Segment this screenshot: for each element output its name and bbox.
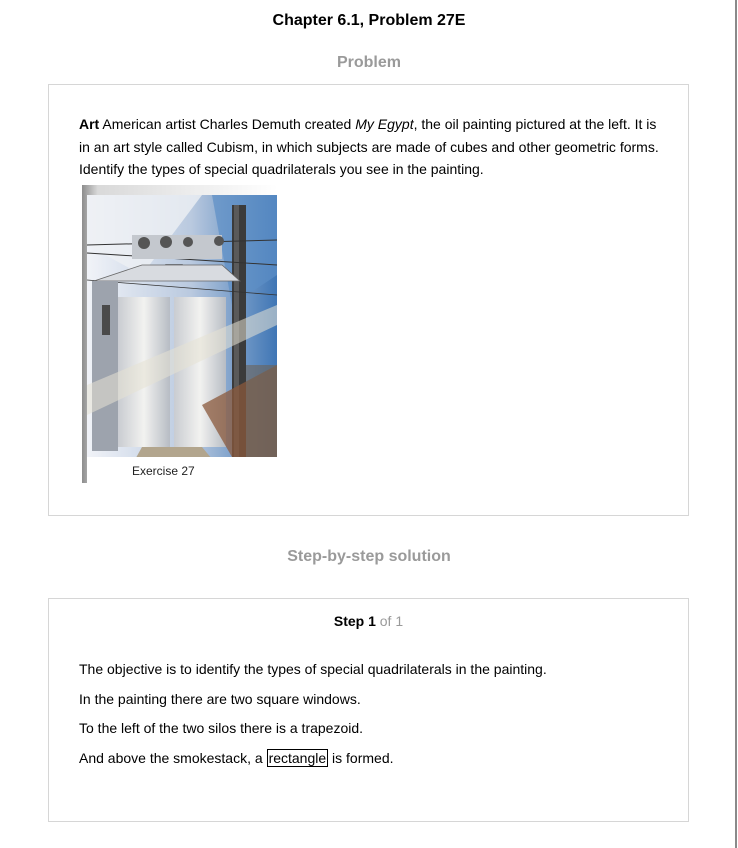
problem-text-part-1: American artist Charles Demuth created: [99, 116, 356, 132]
solution-line-3: To the left of the two silos there is a trapezoid.: [79, 720, 364, 736]
solution-line-4-start: And above the smokestack, a: [79, 750, 267, 766]
problem-lead-bold: Art: [79, 116, 100, 132]
solution-line-2: In the painting there are two square windows.: [79, 691, 361, 707]
painting-image: [82, 185, 278, 483]
figure-caption: Exercise 27: [132, 464, 195, 478]
solution-line-1: The objective is to identify the types of special quadrilaterals in the painting.: [79, 661, 547, 677]
painting-title: My Egypt: [355, 116, 414, 132]
problem-text-part-2: , the oil painting pictured at the left. It is in an art style called Cubism, in which subjects are made of cubes and other geometric forms. Identify the types of special quadrilaterals you see in the painting.: [79, 116, 659, 177]
answer-highlight: rectangle: [268, 750, 327, 766]
problem-statement: [79, 113, 659, 181]
solution-line-4-end: is formed.: [328, 750, 394, 766]
solution-heading: Step-by-step solution: [287, 548, 451, 565]
problem-heading: Problem: [336, 54, 401, 71]
page-title: Chapter 6.1, Problem 27E: [272, 12, 466, 29]
solution-card: [48, 598, 689, 822]
step-indicator: [49, 613, 688, 629]
step-label: Step 1: [333, 613, 376, 629]
solution-line-4: [79, 750, 394, 766]
step-count: of 1: [375, 613, 404, 629]
problem-card: [48, 84, 689, 516]
page-edge-rule: [735, 0, 737, 848]
